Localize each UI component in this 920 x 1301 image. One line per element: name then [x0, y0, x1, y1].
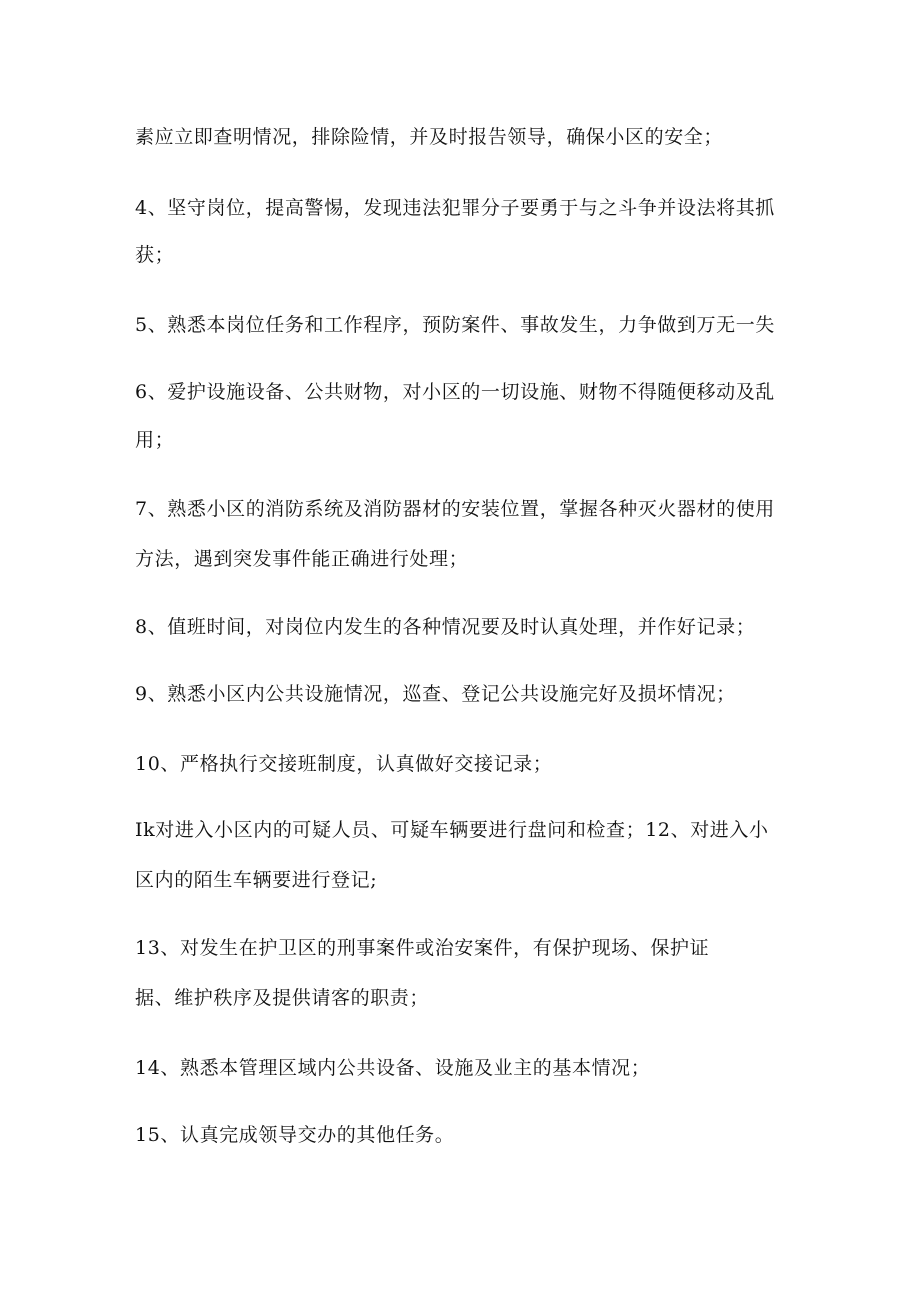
- text-line-17: 15、认真完成领导交办的其他任务。: [135, 1124, 455, 1146]
- text-line-12: Ik对进入小区内的可疑人员、可疑车辆要进行盘问和检查；12、对进入小: [135, 819, 769, 841]
- text-line-6: 用；: [135, 429, 175, 451]
- text-line-10: 9、熟悉小区内公共设施情况，巡查、登记公共设施完好及损坏情况；: [135, 683, 736, 705]
- text-line-9: 8、值班时间，对岗位内发生的各种情况要及时认真处理，并作好记录；: [135, 616, 756, 638]
- text-line-14: 13、对发生在护卫区的刑事案件或治安案件，有保护现场、保护证: [135, 937, 710, 959]
- text-line-16: 14、熟悉本管理区域内公共设备、设施及业主的基本情况；: [135, 1057, 651, 1079]
- text-line-1: 素应立即查明情况，排除险情，并及时报告领导，确保小区的安全；: [135, 126, 724, 148]
- text-line-15: 据、维护秩序及提供请客的职责；: [135, 987, 430, 1009]
- text-line-13: 区内的陌生车辆要进行登记;: [135, 869, 378, 891]
- text-line-7: 7、熟悉小区的消防系统及消防器材的安装位置，掌握各种灭火器材的使用: [135, 498, 775, 520]
- text-line-4: 5、熟悉本岗位任务和工作程序，预防案件、事故发生，力争做到万无一失: [135, 314, 775, 336]
- text-line-5: 6、爱护设施设备、公共财物，对小区的一切设施、财物不得随便移动及乱: [135, 381, 775, 403]
- text-line-2: 4、坚守岗位，提高警惕，发现违法犯罪分子要勇于与之斗争并设法将其抓: [135, 197, 775, 219]
- text-line-8: 方法，遇到突发事件能正确进行处理；: [135, 548, 469, 570]
- text-line-11: 10、严格执行交接班制度，认真做好交接记录；: [135, 753, 553, 775]
- text-line-3: 获；: [135, 244, 175, 266]
